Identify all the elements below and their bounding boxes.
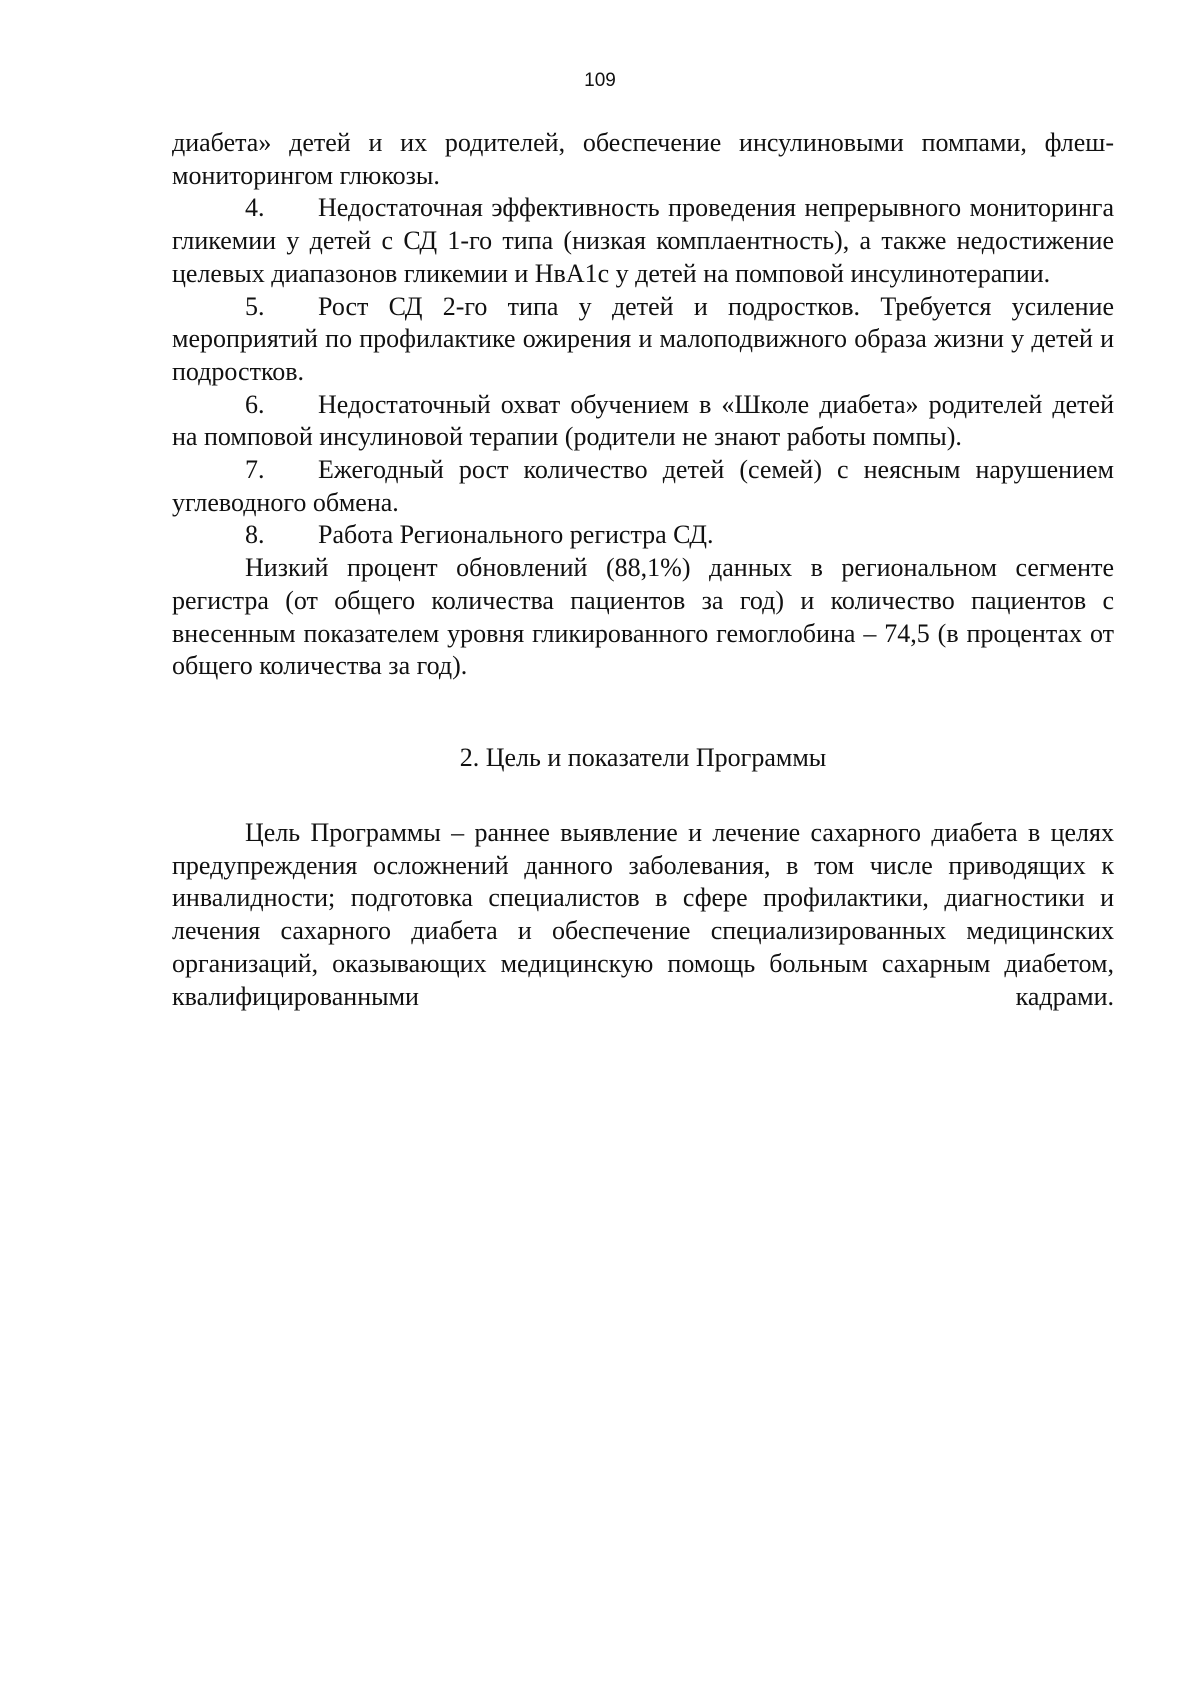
list-item-number: 8. [245,520,265,550]
list-item-4 [172,192,1114,290]
list-item-5 [172,291,1114,389]
list-item-number: 7. [245,455,265,485]
section-heading: 2. Цель и показатели Программы [459,743,827,772]
list-item-text: Недостаточная эффективность проведения непрерывного мониторинга гликемии у детей с СД 1-го типа (низкая комплаентность), а также недостижение целевых диапазонов гликемии и НвА1с у детей на помповой инсулинотерапии. [172,193,1114,288]
registry-note-paragraph: Низкий процент обновлений (88,1%) данных в региональном сегменте регистра (от общего количества пациентов за год) и количество пациентов с внесенным показателем уровня гликированного гемоглобина – 74,5 (в процентах от общего количества за год). [172,553,1114,681]
list-item-number: 4. [245,193,265,223]
goal-section [172,817,1114,1013]
list-item-number: 5. [245,291,265,321]
list-item-text: Недостаточный охват обучением в «Школе диабета» родителей детей на помповой инсулиновой терапии (родители не знают работы помпы). [172,389,1114,452]
list-item-text: Ежегодный рост количество детей (семей) с неясным нарушением углеводного обмена. [172,455,1114,517]
continuation-paragraph: диабета» детей и их родителей, обеспечение инсулиновыми помпами, флеш-мониторингом глюкозы. [172,128,1114,190]
list-item-6 [172,389,1114,454]
list-item-7 [172,454,1114,519]
page-number: 109 [584,70,616,91]
list-item-8 [172,519,1114,552]
list-item-text: Работа Регионального регистра СД. [318,520,714,550]
list-item-number: 6. [245,389,265,419]
document-body [172,127,1114,683]
goal-paragraph: Цель Программы – раннее выявление и лечение сахарного диабета в целях предупреждения осложнений данного заболевания, в том числе приводящих к инвалидности; подготовка специалистов в сфере профилактики, диагностики и лечения сахарного диабета и обеспечение специализированных медицинских организаций, оказывающих медицинскую помощь больным сахарным диабетом, квалифицированными кадрами. [172,818,1114,1011]
list-item-text: Рост СД 2-го типа у детей и подростков. Требуется усиление мероприятий по профилактике ожирения и малоподвижного образа жизни у детей и подростков. [172,291,1114,386]
